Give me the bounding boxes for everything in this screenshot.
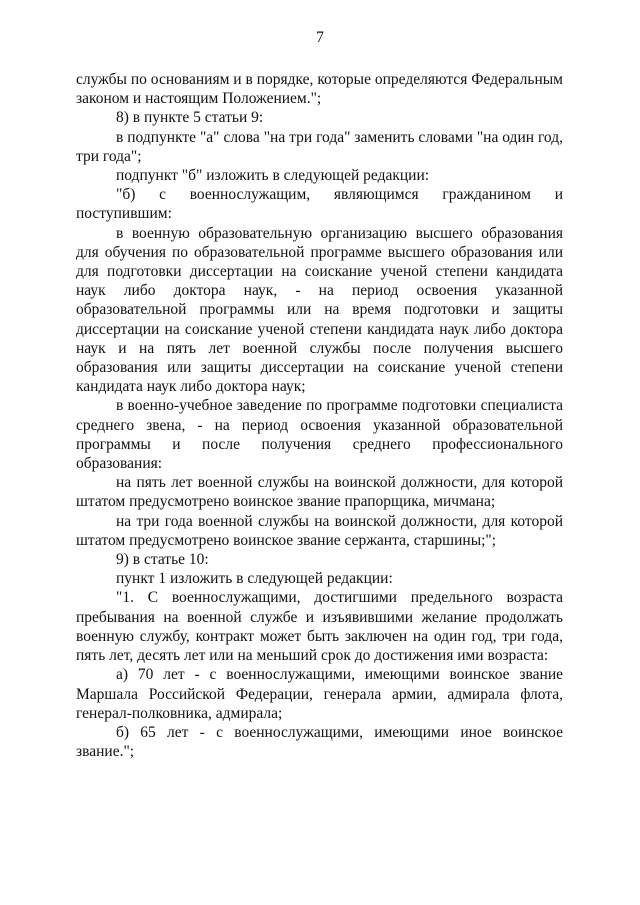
paragraph: б) 65 лет - с военнослужащими, имеющими иное воинское звание."; (76, 723, 563, 761)
paragraph: 9) в статье 10: (116, 551, 209, 569)
paragraph: на пять лет военной службы на воинской должности, для которой штатом предусмотрено воинское звание прапорщика, мичмана; (76, 474, 563, 511)
paragraph: "б) с военнослужащим, являющимся гражданином и поступившим: (76, 186, 563, 223)
document-body (76, 70, 563, 761)
paragraph: 8) в пункте 5 статьи 9: (116, 109, 264, 127)
paragraph: в подпункте "а" слова "на три года" заменить словами "на один год, три года"; (76, 128, 563, 165)
paragraph: пункт 1 изложить в следующей редакции: (116, 570, 393, 588)
paragraph: а) 70 лет - с военнослужащими, имеющими воинское звание Маршала Российской Федерации, генерала армии, адмирала флота, генерал-полковника, адмирала; (76, 666, 563, 722)
page-number: 7 (316, 29, 324, 46)
paragraph: подпункт "б" изложить в следующей редакции: (116, 167, 430, 185)
paragraph: в военно-учебное заведение по программе подготовки специалиста среднего звена, - на период освоения указанной образовательной программы и после получения среднего профессионального образования: (76, 397, 563, 473)
paragraph: "1. С военнослужащими, достигшими предельного возраста пребывания на военной службе и изъявившими желание продолжать военную службу, контракт может быть заключен на один год, три года, пять лет, десять лет или на меньший срок до достижения ими возраста: (76, 589, 563, 665)
paragraph: на три года военной службы на воинской должности, для которой штатом предусмотрено воинское звание сержанта, старшины;"; (76, 512, 563, 549)
paragraph: в военную образовательную организацию высшего образования для обучения по образовательной программе высшего образования или для подготовки диссертации на соискание ученой степени кандидата наук либо доктора наук, - на период освоения указанной образовательной программы или на время подготовки и защиты диссертации на соискание ученой степени кандидата наук либо доктора наук и на пять лет военной службы после получения высшего образования или защиты диссертации на соискание ученой степени кандидата наук либо доктора наук; (76, 224, 563, 396)
paragraph: службы по основаниям и в порядке, которые определяются Федеральным законом и настоящим Положением."; (76, 71, 563, 108)
